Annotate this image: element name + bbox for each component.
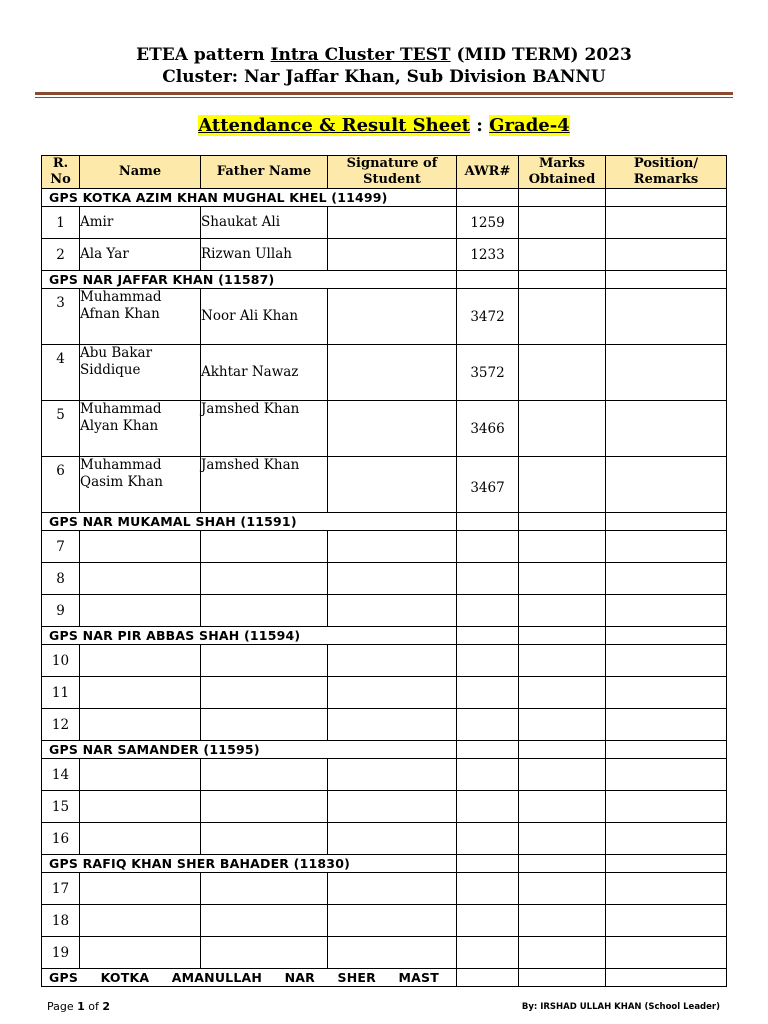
marks-cell bbox=[519, 457, 606, 513]
student-name bbox=[80, 873, 201, 905]
group-row bbox=[42, 189, 727, 207]
remarks-cell bbox=[606, 937, 727, 969]
awr-number: 1259 bbox=[457, 207, 519, 239]
page-mid: of bbox=[84, 1000, 103, 1013]
serial-number: 14 bbox=[42, 759, 80, 791]
table-header-row bbox=[42, 156, 727, 189]
student-name bbox=[80, 531, 201, 563]
signature-cell bbox=[328, 873, 457, 905]
group-row bbox=[42, 855, 727, 873]
col-header-name: Name bbox=[80, 156, 201, 189]
father-name bbox=[201, 563, 328, 595]
marks-cell bbox=[519, 239, 606, 271]
signature-cell bbox=[328, 401, 457, 457]
awr-number bbox=[457, 823, 519, 855]
awr-number bbox=[457, 595, 519, 627]
remarks-cell bbox=[606, 563, 727, 595]
student-name bbox=[80, 595, 201, 627]
student-name: Abu Bakar Siddique bbox=[80, 345, 201, 401]
remarks-cell bbox=[606, 873, 727, 905]
header-divider-thin bbox=[35, 97, 733, 98]
marks-cell bbox=[519, 905, 606, 937]
header-line-2: Cluster: Nar Jaffar Khan, Sub Division BANNU bbox=[162, 67, 606, 87]
marks-cell bbox=[519, 345, 606, 401]
serial-number: 2 bbox=[42, 239, 80, 271]
marks-cell bbox=[519, 969, 606, 987]
group-label: GPS RAFIQ KHAN SHER BAHADER (11830) bbox=[42, 855, 457, 873]
student-name: Muhammad Alyan Khan bbox=[80, 401, 201, 457]
father-name: Noor Ali Khan bbox=[201, 289, 328, 345]
father-name bbox=[201, 759, 328, 791]
marks-cell bbox=[519, 823, 606, 855]
awr-cell bbox=[457, 855, 519, 873]
header-line-1 bbox=[0, 44, 768, 66]
group-label: GPS KOTKA AMANULLAH NAR SHER MAST bbox=[42, 969, 457, 987]
father-name: Jamshed Khan bbox=[201, 457, 328, 513]
awr-number: 3466 bbox=[457, 401, 519, 457]
group-row bbox=[42, 969, 727, 987]
serial-number: 9 bbox=[42, 595, 80, 627]
serial-number: 1 bbox=[42, 207, 80, 239]
student-name: Muhammad Afnan Khan bbox=[80, 289, 201, 345]
awr-number: 3472 bbox=[457, 289, 519, 345]
remarks-cell bbox=[606, 289, 727, 345]
awr-cell bbox=[457, 271, 519, 289]
marks-cell bbox=[519, 563, 606, 595]
table-row bbox=[42, 905, 727, 937]
table-row bbox=[42, 563, 727, 595]
serial-number: 4 bbox=[42, 345, 80, 401]
student-name bbox=[80, 905, 201, 937]
serial-number: 10 bbox=[42, 645, 80, 677]
father-name bbox=[201, 531, 328, 563]
marks-cell bbox=[519, 873, 606, 905]
signature-cell bbox=[328, 905, 457, 937]
remarks-cell bbox=[606, 345, 727, 401]
father-name bbox=[201, 709, 328, 741]
marks-cell bbox=[519, 627, 606, 645]
col-header-position: Position/ Remarks bbox=[606, 156, 727, 189]
remarks-cell bbox=[606, 645, 727, 677]
header-divider-thick bbox=[35, 92, 733, 95]
awr-number: 3572 bbox=[457, 345, 519, 401]
remarks-cell bbox=[606, 401, 727, 457]
father-name bbox=[201, 937, 328, 969]
remarks-cell bbox=[606, 189, 727, 207]
sheet-title bbox=[0, 114, 768, 138]
father-name bbox=[201, 677, 328, 709]
page-current: 1 bbox=[77, 1000, 85, 1013]
table-row bbox=[42, 289, 727, 345]
table-row bbox=[42, 207, 727, 239]
remarks-cell bbox=[606, 271, 727, 289]
attendance-table bbox=[41, 155, 727, 987]
col-header-father: Father Name bbox=[201, 156, 328, 189]
serial-number: 6 bbox=[42, 457, 80, 513]
father-name: Shaukat Ali bbox=[201, 207, 328, 239]
signature-cell bbox=[328, 595, 457, 627]
table-row bbox=[42, 531, 727, 563]
awr-number bbox=[457, 937, 519, 969]
remarks-cell bbox=[606, 855, 727, 873]
header-prefix: ETEA pattern bbox=[136, 45, 271, 65]
student-name bbox=[80, 791, 201, 823]
marks-cell bbox=[519, 189, 606, 207]
remarks-cell bbox=[606, 627, 727, 645]
marks-cell bbox=[519, 855, 606, 873]
signature-cell bbox=[328, 207, 457, 239]
serial-number: 8 bbox=[42, 563, 80, 595]
signature-cell bbox=[328, 457, 457, 513]
header-suffix: (MID TERM) 2023 bbox=[450, 45, 632, 65]
marks-cell bbox=[519, 677, 606, 709]
awr-number bbox=[457, 531, 519, 563]
marks-cell bbox=[519, 595, 606, 627]
awr-number bbox=[457, 645, 519, 677]
sheet-title-separator: : bbox=[469, 115, 490, 136]
father-name bbox=[201, 823, 328, 855]
remarks-cell bbox=[606, 791, 727, 823]
awr-cell bbox=[457, 741, 519, 759]
table-row bbox=[42, 823, 727, 855]
father-name: Rizwan Ullah bbox=[201, 239, 328, 271]
signature-cell bbox=[328, 791, 457, 823]
group-label: GPS NAR MUKAMAL SHAH (11591) bbox=[42, 513, 457, 531]
signature-cell bbox=[328, 289, 457, 345]
student-name: Amir bbox=[80, 207, 201, 239]
author-credit: By: IRSHAD ULLAH KHAN (School Leader) bbox=[521, 1002, 720, 1012]
col-header-marks: Marks Obtained bbox=[519, 156, 606, 189]
remarks-cell bbox=[606, 905, 727, 937]
signature-cell bbox=[328, 709, 457, 741]
table-row bbox=[42, 759, 727, 791]
table-row bbox=[42, 873, 727, 905]
awr-cell bbox=[457, 627, 519, 645]
group-row bbox=[42, 741, 727, 759]
serial-number: 5 bbox=[42, 401, 80, 457]
table-row bbox=[42, 239, 727, 271]
col-header-rno: R. No bbox=[42, 156, 80, 189]
awr-number bbox=[457, 873, 519, 905]
signature-cell bbox=[328, 645, 457, 677]
student-name bbox=[80, 759, 201, 791]
table-row bbox=[42, 791, 727, 823]
header-underlined: Intra Cluster TEST bbox=[270, 45, 451, 65]
remarks-cell bbox=[606, 239, 727, 271]
table-row bbox=[42, 457, 727, 513]
sheet-title-main: Attendance & Result Sheet bbox=[198, 115, 470, 136]
col-header-signature: Signature of Student bbox=[328, 156, 457, 189]
marks-cell bbox=[519, 271, 606, 289]
awr-number bbox=[457, 759, 519, 791]
marks-cell bbox=[519, 645, 606, 677]
remarks-cell bbox=[606, 969, 727, 987]
father-name: Jamshed Khan bbox=[201, 401, 328, 457]
serial-number: 19 bbox=[42, 937, 80, 969]
serial-number: 17 bbox=[42, 873, 80, 905]
table-row bbox=[42, 677, 727, 709]
remarks-cell bbox=[606, 457, 727, 513]
student-name bbox=[80, 709, 201, 741]
serial-number: 12 bbox=[42, 709, 80, 741]
student-name: Ala Yar bbox=[80, 239, 201, 271]
page-prefix: Page bbox=[47, 1000, 78, 1013]
group-row bbox=[42, 627, 727, 645]
group-row bbox=[42, 513, 727, 531]
awr-number bbox=[457, 905, 519, 937]
col-header-awr: AWR# bbox=[457, 156, 519, 189]
awr-number bbox=[457, 563, 519, 595]
remarks-cell bbox=[606, 823, 727, 855]
father-name: Akhtar Nawaz bbox=[201, 345, 328, 401]
father-name bbox=[201, 905, 328, 937]
remarks-cell bbox=[606, 531, 727, 563]
serial-number: 7 bbox=[42, 531, 80, 563]
awr-number: 1233 bbox=[457, 239, 519, 271]
awr-cell bbox=[457, 969, 519, 987]
student-name bbox=[80, 937, 201, 969]
student-name bbox=[80, 677, 201, 709]
signature-cell bbox=[328, 823, 457, 855]
marks-cell bbox=[519, 289, 606, 345]
group-label: GPS KOTKA AZIM KHAN MUGHAL KHEL (11499) bbox=[42, 189, 457, 207]
marks-cell bbox=[519, 759, 606, 791]
marks-cell bbox=[519, 741, 606, 759]
table-row bbox=[42, 709, 727, 741]
remarks-cell bbox=[606, 741, 727, 759]
signature-cell bbox=[328, 937, 457, 969]
sheet-grade: Grade-4 bbox=[489, 115, 570, 136]
marks-cell bbox=[519, 207, 606, 239]
father-name bbox=[201, 873, 328, 905]
remarks-cell bbox=[606, 513, 727, 531]
marks-cell bbox=[519, 709, 606, 741]
awr-number bbox=[457, 709, 519, 741]
awr-number: 3467 bbox=[457, 457, 519, 513]
remarks-cell bbox=[606, 207, 727, 239]
awr-cell bbox=[457, 513, 519, 531]
serial-number: 11 bbox=[42, 677, 80, 709]
page-number bbox=[47, 1000, 110, 1013]
signature-cell bbox=[328, 677, 457, 709]
table-row bbox=[42, 345, 727, 401]
father-name bbox=[201, 595, 328, 627]
signature-cell bbox=[328, 759, 457, 791]
page-total: 2 bbox=[102, 1000, 111, 1013]
father-name bbox=[201, 645, 328, 677]
table-row bbox=[42, 937, 727, 969]
marks-cell bbox=[519, 531, 606, 563]
marks-cell bbox=[519, 791, 606, 823]
serial-number: 18 bbox=[42, 905, 80, 937]
student-name bbox=[80, 563, 201, 595]
awr-number bbox=[457, 791, 519, 823]
remarks-cell bbox=[606, 677, 727, 709]
signature-cell bbox=[328, 345, 457, 401]
table-row bbox=[42, 595, 727, 627]
student-name: Muhammad Qasim Khan bbox=[80, 457, 201, 513]
awr-number bbox=[457, 677, 519, 709]
marks-cell bbox=[519, 513, 606, 531]
father-name bbox=[201, 791, 328, 823]
remarks-cell bbox=[606, 595, 727, 627]
signature-cell bbox=[328, 239, 457, 271]
serial-number: 15 bbox=[42, 791, 80, 823]
serial-number: 16 bbox=[42, 823, 80, 855]
marks-cell bbox=[519, 937, 606, 969]
student-name bbox=[80, 645, 201, 677]
awr-cell bbox=[457, 189, 519, 207]
marks-cell bbox=[519, 401, 606, 457]
group-label: GPS NAR PIR ABBAS SHAH (11594) bbox=[42, 627, 457, 645]
table-row bbox=[42, 401, 727, 457]
group-label: GPS NAR SAMANDER (11595) bbox=[42, 741, 457, 759]
student-name bbox=[80, 823, 201, 855]
remarks-cell bbox=[606, 759, 727, 791]
group-row bbox=[42, 271, 727, 289]
serial-number: 3 bbox=[42, 289, 80, 345]
signature-cell bbox=[328, 531, 457, 563]
remarks-cell bbox=[606, 709, 727, 741]
table-row bbox=[42, 645, 727, 677]
group-label: GPS NAR JAFFAR KHAN (11587) bbox=[42, 271, 457, 289]
signature-cell bbox=[328, 563, 457, 595]
